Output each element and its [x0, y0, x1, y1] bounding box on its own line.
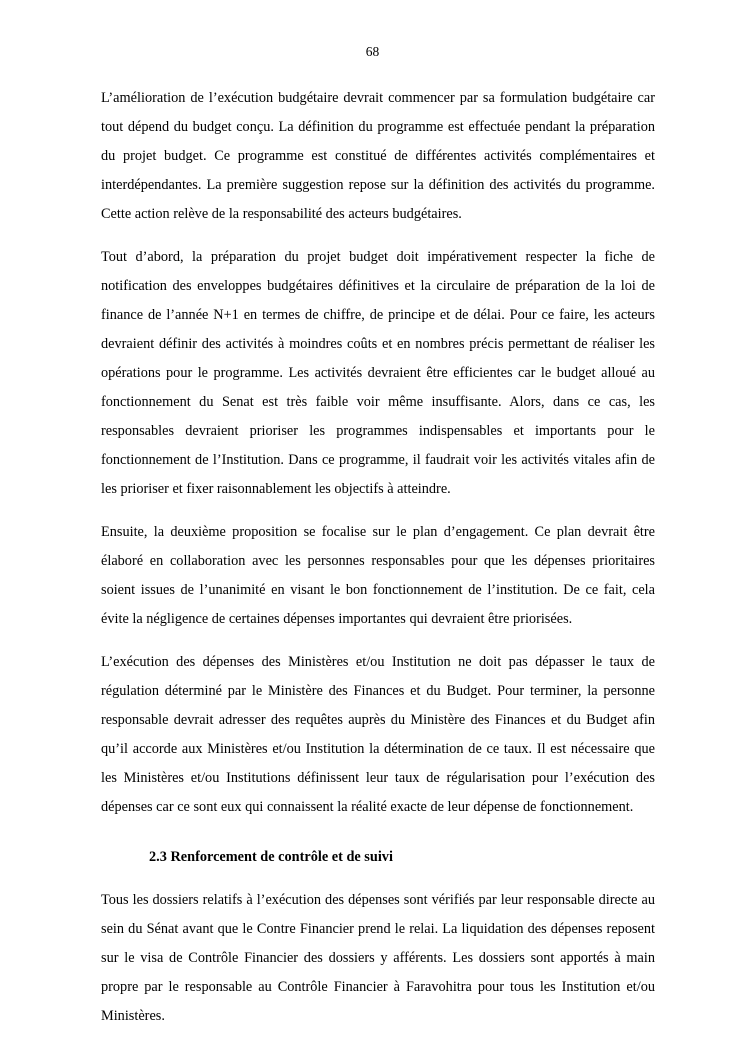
page-number: 68	[365, 44, 380, 59]
page-content	[101, 84, 655, 1031]
paragraph: L’amélioration de l’exécution budgétaire devrait commencer par sa formulation budgétaire car tout dépend du budget conçu. La définition du programme est effectuée pendant la préparation du projet budget. Ce programme est constitué de différentes activités complémentaires et interdépendantes. La première suggestion repose sur la définition des activités du programme. Cette action relève de la responsabilité des acteurs budgétaires.	[101, 90, 655, 223]
section-heading: 2.3 Renforcement de contrôle et de suivi	[149, 849, 393, 866]
paragraph: L’exécution des dépenses des Ministères et/ou Institution ne doit pas dépasser le taux de régulation déterminé par le Ministère des Finances et du Budget. Pour terminer, la personne responsable devrait adresser des requêtes auprès du Ministère des Finances et du Budget afin qu’il accorde aux Ministères et/ou Institution la détermination de ce taux. Il est nécessaire que les Ministères et/ou Institutions définissent leur taux de régularisation pour l’exécution des dépenses car ce sont eux qui connaissent la réalité exacte de leur dépense de fonctionnement.	[101, 654, 655, 816]
paragraph: Ensuite, la deuxième proposition se focalise sur le plan d’engagement. Ce plan devrait être élaboré en collaboration avec les personnes responsables pour que les dépenses prioritaires soient issues de l’unanimité en visant le bon fonctionnement de l’institution. De ce fait, cela évite la négligence de certaines dépenses importantes qui devraient être priorisées.	[101, 524, 655, 628]
paragraph: Tout d’abord, la préparation du projet budget doit impérativement respecter la fiche de notification des enveloppes budgétaires définitives et la circulaire de préparation de la loi de finance de l’année N+1 en termes de chiffre, de principe et de délai. Pour ce faire, les acteurs devraient définir des activités à moindres coûts et en nombres précis permettant de réaliser les opérations pour le programme. Les activités devraient être efficientes car le budget alloué au fonctionnement du Senat est très faible voir même insuffisante. Alors, dans ce cas, les responsables devraient prioriser les programmes indispensables et importants pour le fonctionnement de l’Institution. Dans ce programme, il faudrait voir les activités vitales afin de les prioriser et fixer raisonnablement les objectifs à atteindre.	[101, 249, 655, 498]
paragraph: Tous les dossiers relatifs à l’exécution des dépenses sont vérifiés par leur responsable directe au sein du Sénat avant que le Contre Financier prend le relai. La liquidation des dépenses reposent sur le visa de Contrôle Financier des dossiers y afférents. Les dossiers sont apportés à main propre par le responsable au Contrôle Financier à Faravohitra pour tous les Institution et/ou Ministères.	[101, 891, 655, 1024]
